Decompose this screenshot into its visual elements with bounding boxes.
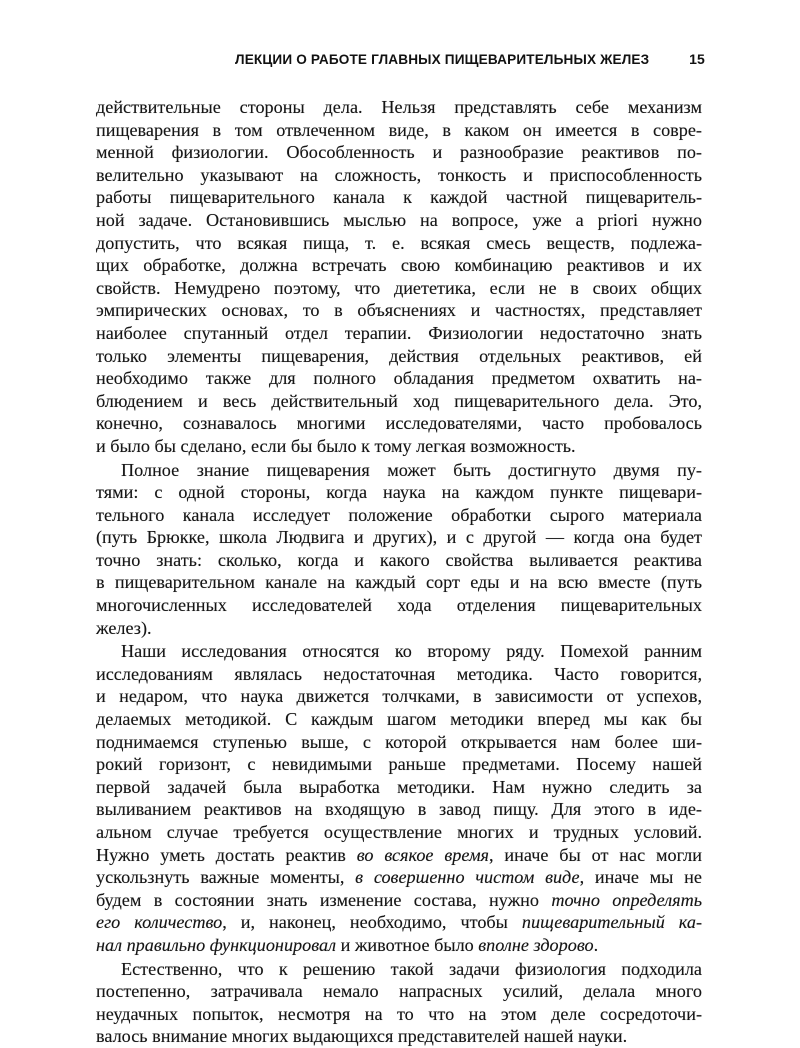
text-line: исследованиям являлась недостаточная методика. Часто говорится,: [96, 663, 702, 684]
text-line: первой задачей была выработка методики. Нам нужно следить за: [96, 776, 702, 797]
text-fragment: и животное было: [336, 934, 479, 955]
text-line: многочисленных исследователей хода отделения пищеварительных: [96, 595, 702, 616]
text-line: блюдением и весь действительный ход пищеварительного дела. Это,: [96, 390, 702, 411]
text-line: менной физиологии. Обособленность и разнообразие реактивов по-: [96, 142, 702, 163]
text-line: в пищеварительном канале на каждый сорт еды и на всю вместе (путь: [96, 572, 702, 593]
text-line: работы пищеварительного канала к каждой частной пищеваритель-: [96, 187, 702, 208]
text-line: [96, 934, 702, 957]
text-line: Наши исследования относятся ко второму ряду. Помехой ранним: [121, 641, 702, 662]
text-line: только элементы пищеварения, действия отдельных реактивов, ей: [96, 345, 702, 366]
text-line: тельного канала исследует положение обработки сырого материала: [96, 504, 702, 525]
text-line: необходимо также для полного обладания предметом охватить на-: [96, 368, 702, 389]
body-text: [96, 96, 702, 1048]
text-line: рокий горизонт, с невидимыми раньше предметами. Посему нашей: [96, 754, 702, 775]
italic-emphasis: во всякое время: [356, 844, 490, 865]
text-line: неудачных попыток, несмотря на то что на этом деле сосредоточи-: [96, 1003, 702, 1024]
text-line: желез).: [96, 617, 152, 638]
text-line: свойств. Немудрено поэтому, что диететика, если не в своих общих: [96, 277, 702, 298]
italic-emphasis: нал правильно функционировал: [96, 934, 337, 955]
text-line: [96, 798, 702, 821]
italic-emphasis: его количество: [96, 912, 223, 933]
text-line: [96, 844, 702, 867]
text-line: щих обработке, должна встречать свою комбинацию реактивов и их: [96, 255, 702, 276]
running-header: [235, 51, 705, 73]
text-line: [96, 889, 702, 912]
text-line: конечно, сознавалось многими исследователями, часто пробовалось: [96, 413, 702, 434]
text-line: Полное знание пищеварения может быть достигнуто двумя пу-: [121, 459, 702, 480]
text-line: [96, 866, 702, 889]
text-line: ной задаче. Остановившись мыслью на вопросе, уже a priori нужно: [96, 209, 702, 230]
paragraph-4: [96, 958, 702, 1048]
text-fragment: выливанием реактивов на входящую в завод пищу. Для этого в иде-: [96, 799, 702, 820]
text-line: велительно указывают на сложность, тонкость и приспособленность: [96, 164, 702, 185]
page-number: 15: [689, 51, 705, 67]
text-line: точно знать: сколько, когда и какого свойства выливается реактива: [96, 549, 702, 570]
text-line: альном случае требуется осуществление многих и трудных условий.: [96, 822, 702, 842]
italic-emphasis: вполне здорово: [478, 934, 594, 955]
text-line: валось внимание многих выдающихся представителей нашей науки.: [96, 1026, 628, 1047]
paragraph-3: [96, 640, 702, 956]
text-fragment: , иначе мы не: [579, 867, 702, 888]
text-fragment: Нужно уметь достать реактив: [96, 844, 357, 865]
text-fragment: ускользнуть важные моменты,: [96, 867, 356, 888]
text-line: наиболее спутанный отдел терапии. Физиологии недостаточно знать: [96, 322, 702, 343]
text-fragment: , иначе бы от нас могли: [489, 844, 702, 865]
text-line: Естественно, что к решению такой задачи физиология подходила: [121, 958, 702, 979]
text-line: эмпирических основах, то в объяснениях и частностях, представляет: [96, 300, 702, 321]
italic-emphasis: точно определять: [551, 889, 703, 910]
text-line: (путь Брюкке, школа Людвига и других), и с другой — когда она будет: [96, 527, 702, 548]
text-line: и недаром, что наука движется толчками, в зависимости от успехов,: [96, 686, 702, 707]
text-line: пищеварения в том отвлеченном виде, в каком он имеется в совре-: [96, 119, 702, 140]
text-line: допустить, что всякая пища, т. е. всякая смесь веществ, подлежа-: [96, 232, 702, 253]
text-line: поднимаемся ступенью выше, с которой открывается нам более ши-: [96, 731, 702, 752]
text-line: и было бы сделано, если бы было к тому легкая возможность.: [96, 435, 576, 456]
text-line: тями: с одной стороны, когда наука на каждом пункте пищевари-: [96, 482, 702, 503]
text-line: действительные стороны дела. Нельзя представлять себе механизм: [96, 97, 702, 117]
running-header-title: ЛЕКЦИИ О РАБОТЕ ГЛАВНЫХ ПИЩЕВАРИТЕЛЬНЫХ ЖЕЛЕЗ: [235, 52, 650, 67]
italic-emphasis: в совершенно чистом виде: [355, 867, 580, 888]
text-fragment: .: [593, 934, 599, 955]
paragraph-2: [96, 459, 702, 640]
text-fragment: будем в состоянии знать изменение состава, нужно: [96, 889, 552, 910]
text-line: делаемых методикой. С каждым шагом методики вперед мы как бы: [96, 709, 702, 730]
italic-emphasis: пищеварительный ка-: [521, 912, 702, 933]
text-line: [96, 911, 702, 934]
text-fragment: , и, наконец, необходимо, чтобы: [222, 912, 522, 933]
text-line: постепенно, затрачивала немало напрасных усилий, делала много: [96, 981, 702, 1002]
paragraph-1: [96, 96, 702, 458]
